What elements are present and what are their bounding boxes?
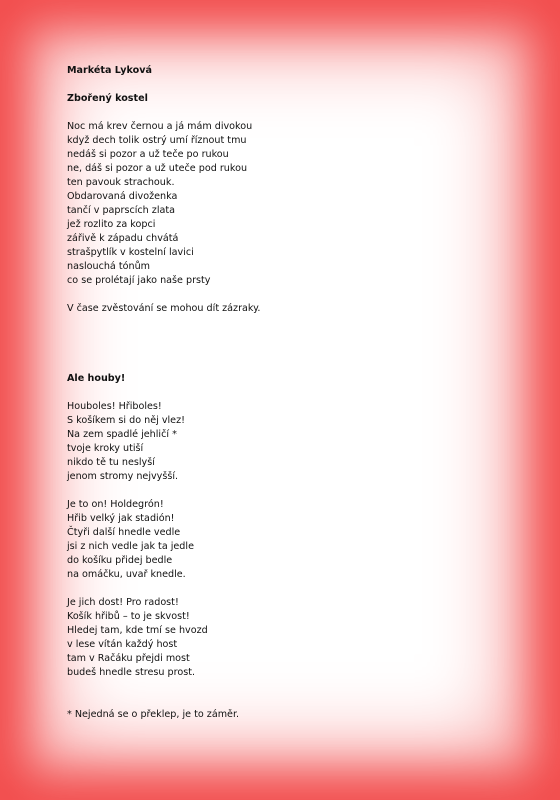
poem-line: ne, dáš si pozor a už uteče pod rukou (67, 163, 248, 174)
poem-line: tam v Račáku přejdi most (67, 653, 190, 664)
spacer (67, 78, 507, 92)
poem-2-stanza-3 (67, 596, 507, 680)
spacer (67, 386, 507, 400)
poem-line: nedáš si pozor a už teče po rukou (67, 149, 229, 160)
spacer (67, 106, 507, 120)
poem-line: zářivě k západu chvátá (67, 233, 179, 244)
poem-line: Je jich dost! Pro radost! (67, 597, 179, 608)
document-body (67, 64, 507, 722)
spacer (67, 484, 507, 498)
poem-2-stanza-2 (67, 498, 507, 582)
poem-line: Košík hřibů – to je skvost! (67, 611, 190, 622)
poem-line: Hřib velký jak stadión! (67, 513, 175, 524)
poem-title-2: Ale houby! (67, 373, 126, 384)
poem-1-stanza (67, 120, 507, 288)
poem-line: Obdarovaná divoženka (67, 191, 178, 202)
poem-line: co se prolétají jako naše prsty (67, 275, 211, 286)
poem-line: když dech tolik ostrý umí říznout tmu (67, 135, 247, 146)
poem-line: Hledej tam, kde tmí se hvozd (67, 625, 208, 636)
footnote: * Nejedná se o překlep, je to záměr. (67, 709, 240, 720)
poem-line: Čtyři další hnedle vedle (67, 527, 181, 538)
poem-line: jež rozlito za kopci (67, 219, 156, 230)
poem-2-stanza-1 (67, 400, 507, 484)
poem-line: S košíkem si do něj vlez! (67, 415, 185, 426)
poem-line: v lese vítán každý host (67, 639, 178, 650)
poem-title-1: Zbořený kostel (67, 93, 148, 104)
poem-line: Houboles! Hřiboles! (67, 401, 162, 412)
author-name: Markéta Lyková (67, 65, 152, 76)
spacer (67, 288, 507, 302)
poem-line: jenom stromy nejvyšší. (67, 471, 179, 482)
spacer (67, 316, 507, 372)
poem-1-closing-line: V čase zvěstování se mohou dít zázraky. (67, 303, 261, 314)
poem-line: tančí v paprscích zlata (67, 205, 176, 216)
poem-line: Noc má krev černou a já mám divokou (67, 121, 253, 132)
poem-line: naslouchá tónům (67, 261, 150, 272)
poem-line: jsi z nich vedle jak ta jedle (67, 541, 194, 552)
poem-line: nikdo tě tu neslyší (67, 457, 155, 468)
poem-line: do košíku přidej bedle (67, 555, 173, 566)
poem-line: budeš hnedle stresu prost. (67, 667, 196, 678)
poem-line: Na zem spadlé jehličí * (67, 429, 177, 440)
poem-line: Je to on! Holdegrón! (67, 499, 164, 510)
poem-line: strašpytlík v kostelní lavici (67, 247, 194, 258)
poem-line: na omáčku, uvař knedle. (67, 569, 186, 580)
poem-line: tvoje kroky utiší (67, 443, 144, 454)
spacer (67, 582, 507, 596)
poem-line: ten pavouk strachouk. (67, 177, 175, 188)
spacer (67, 680, 507, 708)
